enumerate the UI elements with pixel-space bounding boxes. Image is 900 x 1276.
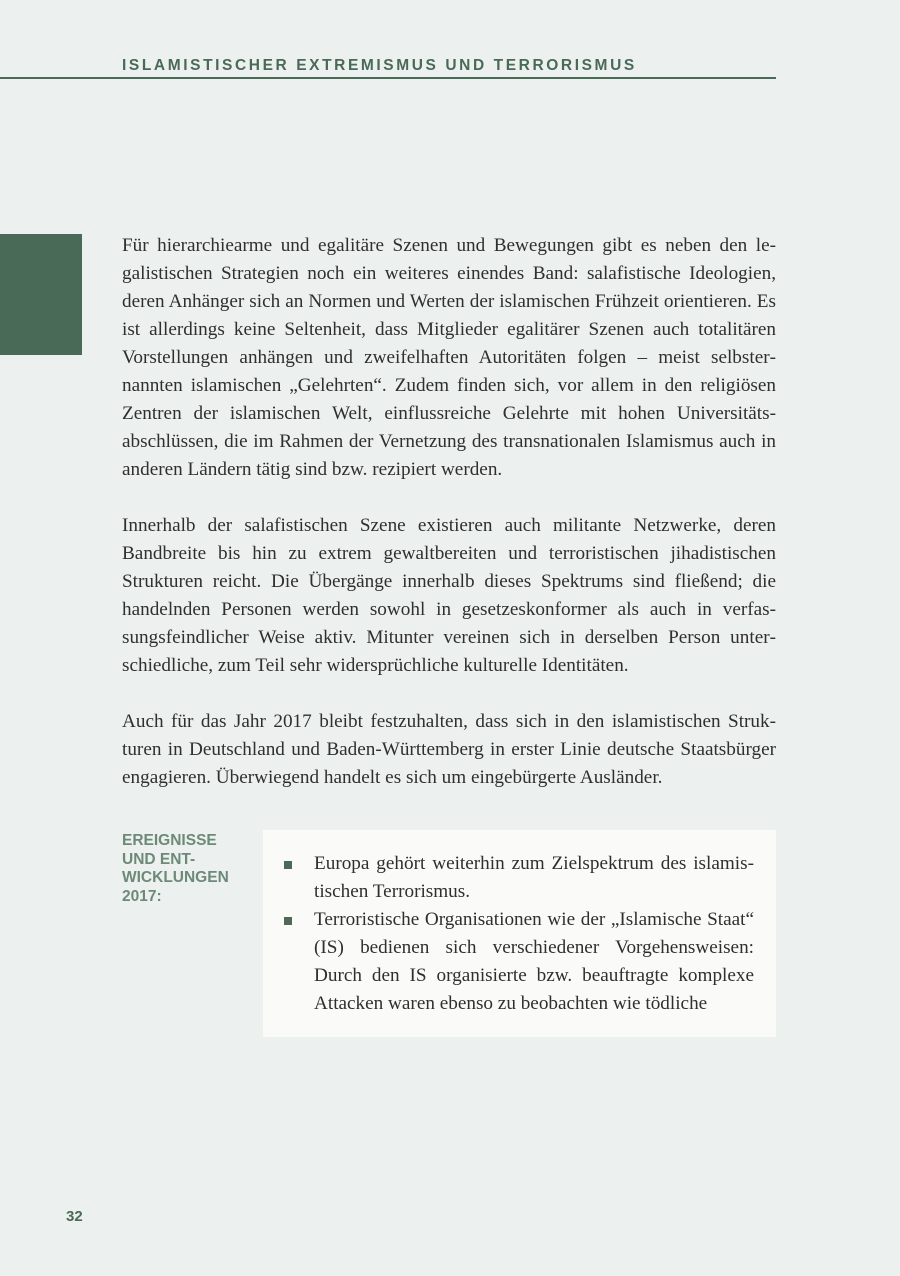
paragraph-3: Auch für das Jahr 2017 bleibt festzuhalten, dass sich in den islamistischen Strukturen in Deutschland und Baden-Württemberg in erster Linie deutsche Staatsbürger engagieren. Überwiegend handelt es sich um eingebürgerte Ausländer. bbox=[122, 711, 776, 788]
page-number: 32 bbox=[66, 1208, 83, 1225]
list-item bbox=[314, 850, 754, 906]
events-box bbox=[263, 830, 776, 1037]
events-list bbox=[263, 830, 776, 1018]
paragraph-1: Für hierarchiearme und egalitäre Szenen und Bewegungen gibt es neben den legalistischen Strategien noch ein weiteres einendes Band: salafistische Ideologien, deren Anhänger sich an Normen und Werten der islamischen Frühzeit orientieren. Es ist allerdings keine Seltenheit, dass Mitglieder egalitärer Szenen auch totalitären Vorstellungen anhängen und zweifelhaften Autoritäten folgen – meist selbsternannten islamischen „Gelehrten“. Zudem finden sich, vor allem in den religiösen Zentren der islamischen Welt, einflussreiche Gelehrte mit hohen Universitätsabschlüssen, die im Rahmen der Vernetzung des transnationalen Islamismus auch in anderen Ländern tätig sind bzw. rezipiert werden. bbox=[122, 235, 776, 480]
events-label: EREIGNISSE UND ENT- WICKLUNGEN 2017: bbox=[122, 832, 229, 905]
list-item-text: Europa gehört weiterhin zum Zielspektrum des islamistischen Terrorismus. bbox=[314, 853, 754, 902]
paragraph-2: Innerhalb der salafistischen Szene existieren auch militante Netzwerke, deren Bandbreite bis hin zu extrem gewaltbereiten und terroristischen jihadistischen Strukturen reicht. Die Übergänge innerhalb dieses Spektrums sind fließend; die handelnden Personen werden sowohl in gesetzeskonformer als auch in verfassungsfeindlicher Weise aktiv. Mitunter vereinen sich in derselben Person unterschiedliche, zum Teil sehr widersprüchliche kulturelle Identitäten. bbox=[122, 515, 776, 676]
header-rule bbox=[0, 77, 776, 79]
side-color-block bbox=[0, 234, 82, 355]
running-header: ISLAMISTISCHER EXTREMISMUS UND TERRORISMUS bbox=[122, 57, 637, 74]
main-body-text bbox=[122, 232, 776, 820]
bullet-square-icon bbox=[284, 917, 292, 925]
bullet-square-icon bbox=[284, 861, 292, 869]
list-item-text: Terroristische Organisationen wie der „Islamische Staat“ (IS) bedienen sich verschiedener Vorgehensweisen: Durch den IS organisierte bzw. beauftragte komplexe Attacken waren ebenso zu beobachten wie tödliche bbox=[314, 909, 754, 1014]
list-item bbox=[314, 906, 754, 1018]
